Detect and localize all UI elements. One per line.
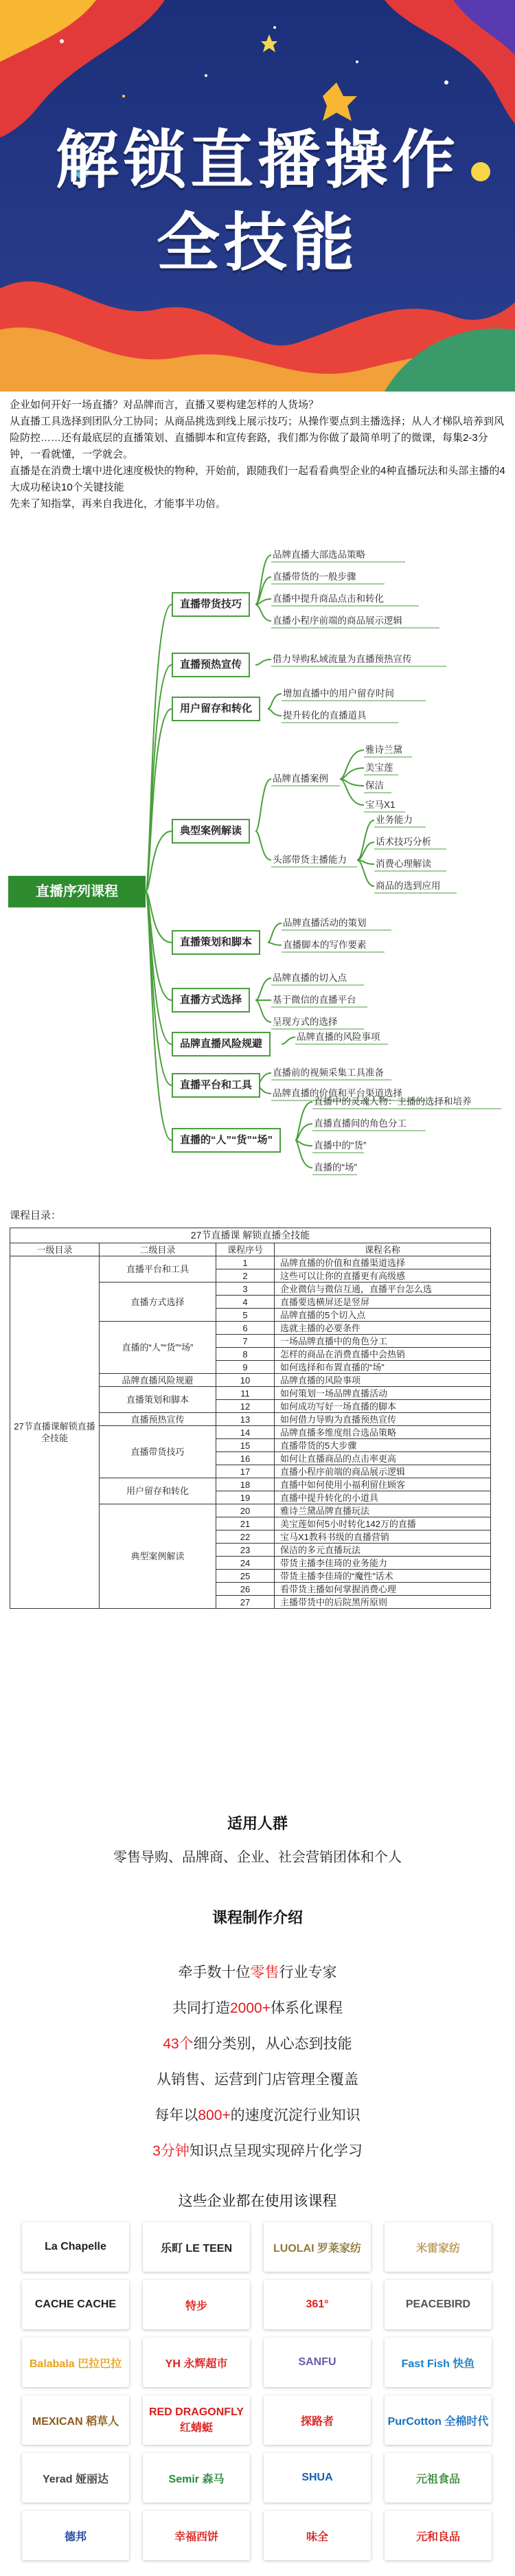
highlight-text: 2000+ [230, 2000, 271, 2016]
course-catalog [10, 1208, 490, 1609]
enterprises-title: 这些企业都在使用该课程 [178, 2193, 337, 2209]
catalog-no: 27 [216, 1596, 275, 1609]
mindmap-leaf: 直播中的“货” [314, 1140, 367, 1151]
enterprise-logo: CACHE CACHE [22, 2280, 129, 2329]
mindmap-branch: 直播的“人”“货”“场” [172, 1128, 281, 1153]
mindmap-leaf: 品牌直播的风险事项 [297, 1032, 380, 1042]
production-section [0, 1906, 515, 1928]
catalog-header: 二级目录 [100, 1243, 216, 1256]
mindmap-leaf: 直播小程序前端的商品展示逻辑 [273, 615, 402, 626]
catalog-course-name: 如何成功写好一场直播的脚本 [275, 1400, 491, 1413]
enterprise-logo: 元和良品 [385, 2511, 492, 2560]
course-mindmap [0, 536, 515, 1209]
mindmap-leaf: 直播中提升商品点击和转化 [273, 594, 384, 604]
catalog-course-name: 看带货主播如何掌握消费心理 [275, 1583, 491, 1596]
highlight-text: 800+ [198, 2108, 231, 2123]
mindmap-leaf: 消费心理解读 [376, 859, 431, 869]
intro-paragraph: 从直播工具选择到团队分工协同；从商品挑选到线上展示技巧；从操作要点到主播选择；从人才梯队培养到风险防控……还有最底层的直播策划、直播脚本和宣传套路，我们都为你做了最简单明了的微课，每集2-3分钟，一看就懂，一学就会。 [10, 416, 505, 460]
production-line [0, 1961, 515, 1982]
catalog-no: 21 [216, 1517, 275, 1530]
enterprise-logo: 探路者 [264, 2395, 371, 2445]
catalog-no: 5 [216, 1309, 275, 1322]
catalog-no: 4 [216, 1296, 275, 1309]
catalog-no: 15 [216, 1439, 275, 1452]
mindmap-leaf: 美宝莲 [365, 762, 393, 773]
enterprise-logo: PEACEBIRD [385, 2280, 492, 2329]
mindmap-leaf: 提升转化的直播道具 [283, 710, 367, 721]
line-text: 共同打造 [172, 2000, 230, 2016]
mindmap-leaf: 直播脚本的写作要素 [283, 940, 367, 950]
audience-title: 适用人群 [227, 1815, 288, 1832]
mindmap-branch: 典型案例解读 [172, 819, 250, 844]
audience-text: 零售导购、品牌商、企业、社会营销团体和个人 [113, 1850, 402, 1865]
mindmap-leaf: 基于微信的直播平台 [273, 995, 356, 1005]
catalog-course-name: 品牌直播多维度组合选品策略 [275, 1426, 491, 1439]
mindmap-leaf: 雅诗兰黛 [365, 745, 402, 755]
mindmap-branch: 直播预热宣传 [172, 653, 250, 677]
catalog-course-name: 如何选择和布置直播的“场” [275, 1361, 491, 1374]
mindmap-leaf: 宝马X1 [365, 800, 396, 810]
catalog-course-name: 这些可以让你的直播更有高级感 [275, 1269, 491, 1283]
catalog-no: 3 [216, 1283, 275, 1296]
line-text: 体系化课程 [270, 2000, 343, 2016]
enterprise-logo: La Chapelle [22, 2222, 129, 2272]
catalog-no: 26 [216, 1583, 275, 1596]
mindmap-leaf: 直播前的视频采集工具准备 [273, 1067, 384, 1078]
catalog-level2: 直播的“人”“货”“场” [100, 1322, 216, 1374]
catalog-course-name: 直播中提升转化的小道具 [275, 1491, 491, 1504]
enterprise-logo: 米雷家纺 [385, 2222, 492, 2272]
catalog-no: 22 [216, 1530, 275, 1544]
highlight-text: 零售 [250, 1965, 279, 1980]
catalog-course-name: 选就主播的必要条件 [275, 1322, 491, 1335]
catalog-no: 14 [216, 1426, 275, 1439]
catalog-no: 18 [216, 1478, 275, 1491]
catalog-level1: 27节直播课解锁直播全技能 [10, 1256, 100, 1609]
mindmap-subgroup: 头部带货主播能力 [273, 855, 347, 865]
line-text: 每年以 [154, 2108, 198, 2123]
mindmap-leaf: 直播直播间的角色分工 [314, 1118, 407, 1129]
hero-title-line1: 解锁直播操作 [55, 126, 459, 196]
intro-text [10, 397, 505, 512]
line-text: 知识点呈现实现碎片化学习 [189, 2143, 363, 2159]
hero-banner [0, 0, 515, 392]
catalog-course-name: 直播小程序前端的商品展示逻辑 [275, 1465, 491, 1478]
mindmap-leaf: 直播带货的一般步骤 [273, 572, 356, 582]
catalog-course-name: 一场品牌直播中的角色分工 [275, 1335, 491, 1348]
enterprise-logo: 幸福西饼 [143, 2511, 250, 2560]
catalog-course-name: 如何借力导购为直播预热宣传 [275, 1413, 491, 1426]
production-line [0, 1997, 515, 2018]
production-line [0, 2033, 515, 2053]
catalog-header: 课程名称 [275, 1243, 491, 1256]
line-text: 从销售、运营到门店管理全覆盖 [157, 2072, 358, 2088]
mindmap-subgroup: 品牌直播案例 [273, 773, 328, 784]
enterprise-logo: 味全 [264, 2511, 371, 2560]
catalog-no: 9 [216, 1361, 275, 1374]
production-line [0, 2068, 515, 2089]
mindmap-branch: 用户留存和转化 [172, 697, 260, 721]
enterprise-logo: LUOLAI 罗莱家纺 [264, 2222, 371, 2272]
mindmap-leaf: 商品的选到应用 [376, 881, 441, 891]
catalog-course-name: 保洁的多元直播玩法 [275, 1544, 491, 1557]
line-text: 细分类别，从心态到技能 [193, 2036, 352, 2052]
enterprise-logo: 元祖食品 [385, 2453, 492, 2502]
catalog-course-name: 如何策划一场品牌直播活动 [275, 1387, 491, 1400]
catalog-no: 23 [216, 1544, 275, 1557]
catalog-course-name: 直播中如何使用小福利留住顾客 [275, 1478, 491, 1491]
catalog-no: 6 [216, 1322, 275, 1335]
mindmap-leaf: 品牌直播的切入点 [273, 973, 347, 983]
catalog-level2: 直播预热宣传 [100, 1413, 216, 1426]
catalog-no: 8 [216, 1348, 275, 1361]
enterprise-logo: SANFU [264, 2338, 371, 2387]
mindmap-branch: 直播带货技巧 [172, 592, 250, 617]
catalog-no: 17 [216, 1465, 275, 1478]
catalog-header: 课程序号 [216, 1243, 275, 1256]
catalog-level2: 直播策划和脚本 [100, 1387, 216, 1413]
catalog-course-name: 主播带货中的后院黑所原则 [275, 1596, 491, 1609]
mindmap-leaf: 借力导购私域流量为直播预热宣传 [273, 654, 412, 664]
enterprise-logo: Fast Fish 快鱼 [385, 2338, 492, 2387]
enterprise-logo: 特步 [143, 2280, 250, 2329]
catalog-course-name: 品牌直播的价值和直播渠道选择 [275, 1256, 491, 1269]
enterprises-section [0, 2190, 515, 2211]
enterprise-logo: 乐町 LE TEEN [143, 2222, 250, 2272]
mindmap-leaf: 品牌直播的价值和平台渠道选择 [273, 1088, 402, 1098]
enterprise-logo: RED DRAGONFLY 红蜻蜓 [143, 2395, 250, 2445]
production-title: 课程制作介绍 [211, 1909, 303, 1926]
highlight-text: 43个 [163, 2036, 194, 2052]
catalog-no: 7 [216, 1335, 275, 1348]
catalog-header: 一级目录 [10, 1243, 100, 1256]
audience-section [0, 1812, 515, 1866]
catalog-level2: 直播方式选择 [100, 1283, 216, 1322]
enterprise-logo: 德邦 [22, 2511, 129, 2560]
production-line [0, 2140, 515, 2160]
enterprise-logo: 361° [264, 2280, 371, 2329]
catalog-no: 16 [216, 1452, 275, 1465]
enterprise-logo: Yerad 娅丽达 [22, 2453, 129, 2502]
catalog-level2: 典型案例解读 [100, 1504, 216, 1609]
mindmap-leaf: 直播的“场” [314, 1162, 357, 1173]
intro-paragraph: 直播是在消费土壤中进化速度极快的物种，开始前，跟随我们一起看看典型企业的4种直播玩法和头部主播的4大成功秘诀10个关键技能 [10, 465, 505, 493]
catalog-no: 10 [216, 1374, 275, 1387]
catalog-table [10, 1228, 491, 1609]
mindmap-leaf: 增加直播中的用户留存时间 [283, 688, 394, 699]
catalog-course-name: 品牌直播的风险事项 [275, 1374, 491, 1387]
enterprise-logo: YH 永辉超市 [143, 2338, 250, 2387]
catalog-course-name: 雅诗兰黛品牌直播玩法 [275, 1504, 491, 1517]
catalog-course-name: 美宝莲如何5小时转化142万的直播 [275, 1517, 491, 1530]
catalog-level2: 直播平台和工具 [100, 1256, 216, 1283]
catalog-row [10, 1256, 491, 1269]
catalog-level2: 用户留存和转化 [100, 1478, 216, 1504]
line-text: 行业专家 [279, 1965, 337, 1980]
catalog-course-name: 如何让直播商品的点击率更高 [275, 1452, 491, 1465]
catalog-no: 24 [216, 1557, 275, 1570]
catalog-no: 20 [216, 1504, 275, 1517]
line-text: 牵手数十位 [178, 1965, 251, 1980]
catalog-no: 12 [216, 1400, 275, 1413]
mindmap-branch: 直播方式选择 [172, 988, 250, 1013]
mindmap-leaf: 直播中的灵魂人物：主播的选择和培养 [314, 1096, 472, 1107]
catalog-no: 1 [216, 1256, 275, 1269]
intro-paragraph: 先来了知指掌，再来自我进化，才能事半功倍。 [10, 498, 227, 510]
mindmap-branch: 直播平台和工具 [172, 1073, 260, 1098]
production-line [0, 2104, 515, 2125]
catalog-no: 13 [216, 1413, 275, 1426]
hero-title-line2: 全技能 [156, 208, 358, 278]
mindmap-leaf: 呈现方式的选择 [273, 1017, 338, 1027]
catalog-course-name: 带货主播李佳琦的“魔性”话术 [275, 1570, 491, 1583]
catalog-level2: 直播带货技巧 [100, 1426, 216, 1478]
intro-paragraph: 企业如何开好一场直播？对品牌而言，直播又要构建怎样的人货场？ [10, 399, 319, 411]
mindmap-branch: 品牌直播风险规避 [172, 1032, 271, 1057]
catalog-no: 11 [216, 1387, 275, 1400]
enterprise-logo: SHUA [264, 2453, 371, 2502]
mindmap-branch: 直播策划和脚本 [172, 930, 260, 955]
catalog-course-name: 品牌直播的5个切入点 [275, 1309, 491, 1322]
mindmap-leaf: 保洁 [365, 780, 384, 791]
catalog-no: 2 [216, 1269, 275, 1283]
catalog-course-name: 带货主播李佳琦的业务能力 [275, 1557, 491, 1570]
catalog-label: 课程目录： [10, 1210, 62, 1221]
mindmap-leaf: 品牌直播活动的策划 [283, 918, 367, 928]
catalog-course-name: 直播要选横屏还是竖屏 [275, 1296, 491, 1309]
mindmap-leaf: 业务能力 [376, 815, 413, 825]
enterprise-logo: Balabala 巴拉巴拉 [22, 2338, 129, 2387]
catalog-level2: 品牌直播风险规避 [100, 1374, 216, 1387]
highlight-text: 3分钟 [152, 2143, 190, 2159]
catalog-course-name: 企业微信与微信互通，直播平台怎么选 [275, 1283, 491, 1296]
catalog-no: 19 [216, 1491, 275, 1504]
mindmap-leaf: 话术技巧分析 [376, 837, 431, 847]
catalog-course-name: 宝马X1教科书级的直播营销 [275, 1530, 491, 1544]
mindmap-leaf: 品牌直播大部选品策略 [273, 550, 365, 560]
enterprise-logo: MEXICAN 稻草人 [22, 2395, 129, 2445]
enterprise-logo: Semir 森马 [143, 2453, 250, 2502]
enterprise-logo: PurCotton 全棉时代 [385, 2395, 492, 2445]
catalog-no: 25 [216, 1570, 275, 1583]
catalog-title: 27节直播课 解锁直播全技能 [10, 1228, 491, 1243]
catalog-course-name: 直播带货的5大步骤 [275, 1439, 491, 1452]
mindmap-root: 直播序列课程 [8, 876, 146, 907]
mindmap-connectors [0, 536, 515, 1209]
line-text: 的速度沉淀行业知识 [230, 2108, 360, 2123]
catalog-course-name: 怎样的商品在消费直播中会热销 [275, 1348, 491, 1361]
